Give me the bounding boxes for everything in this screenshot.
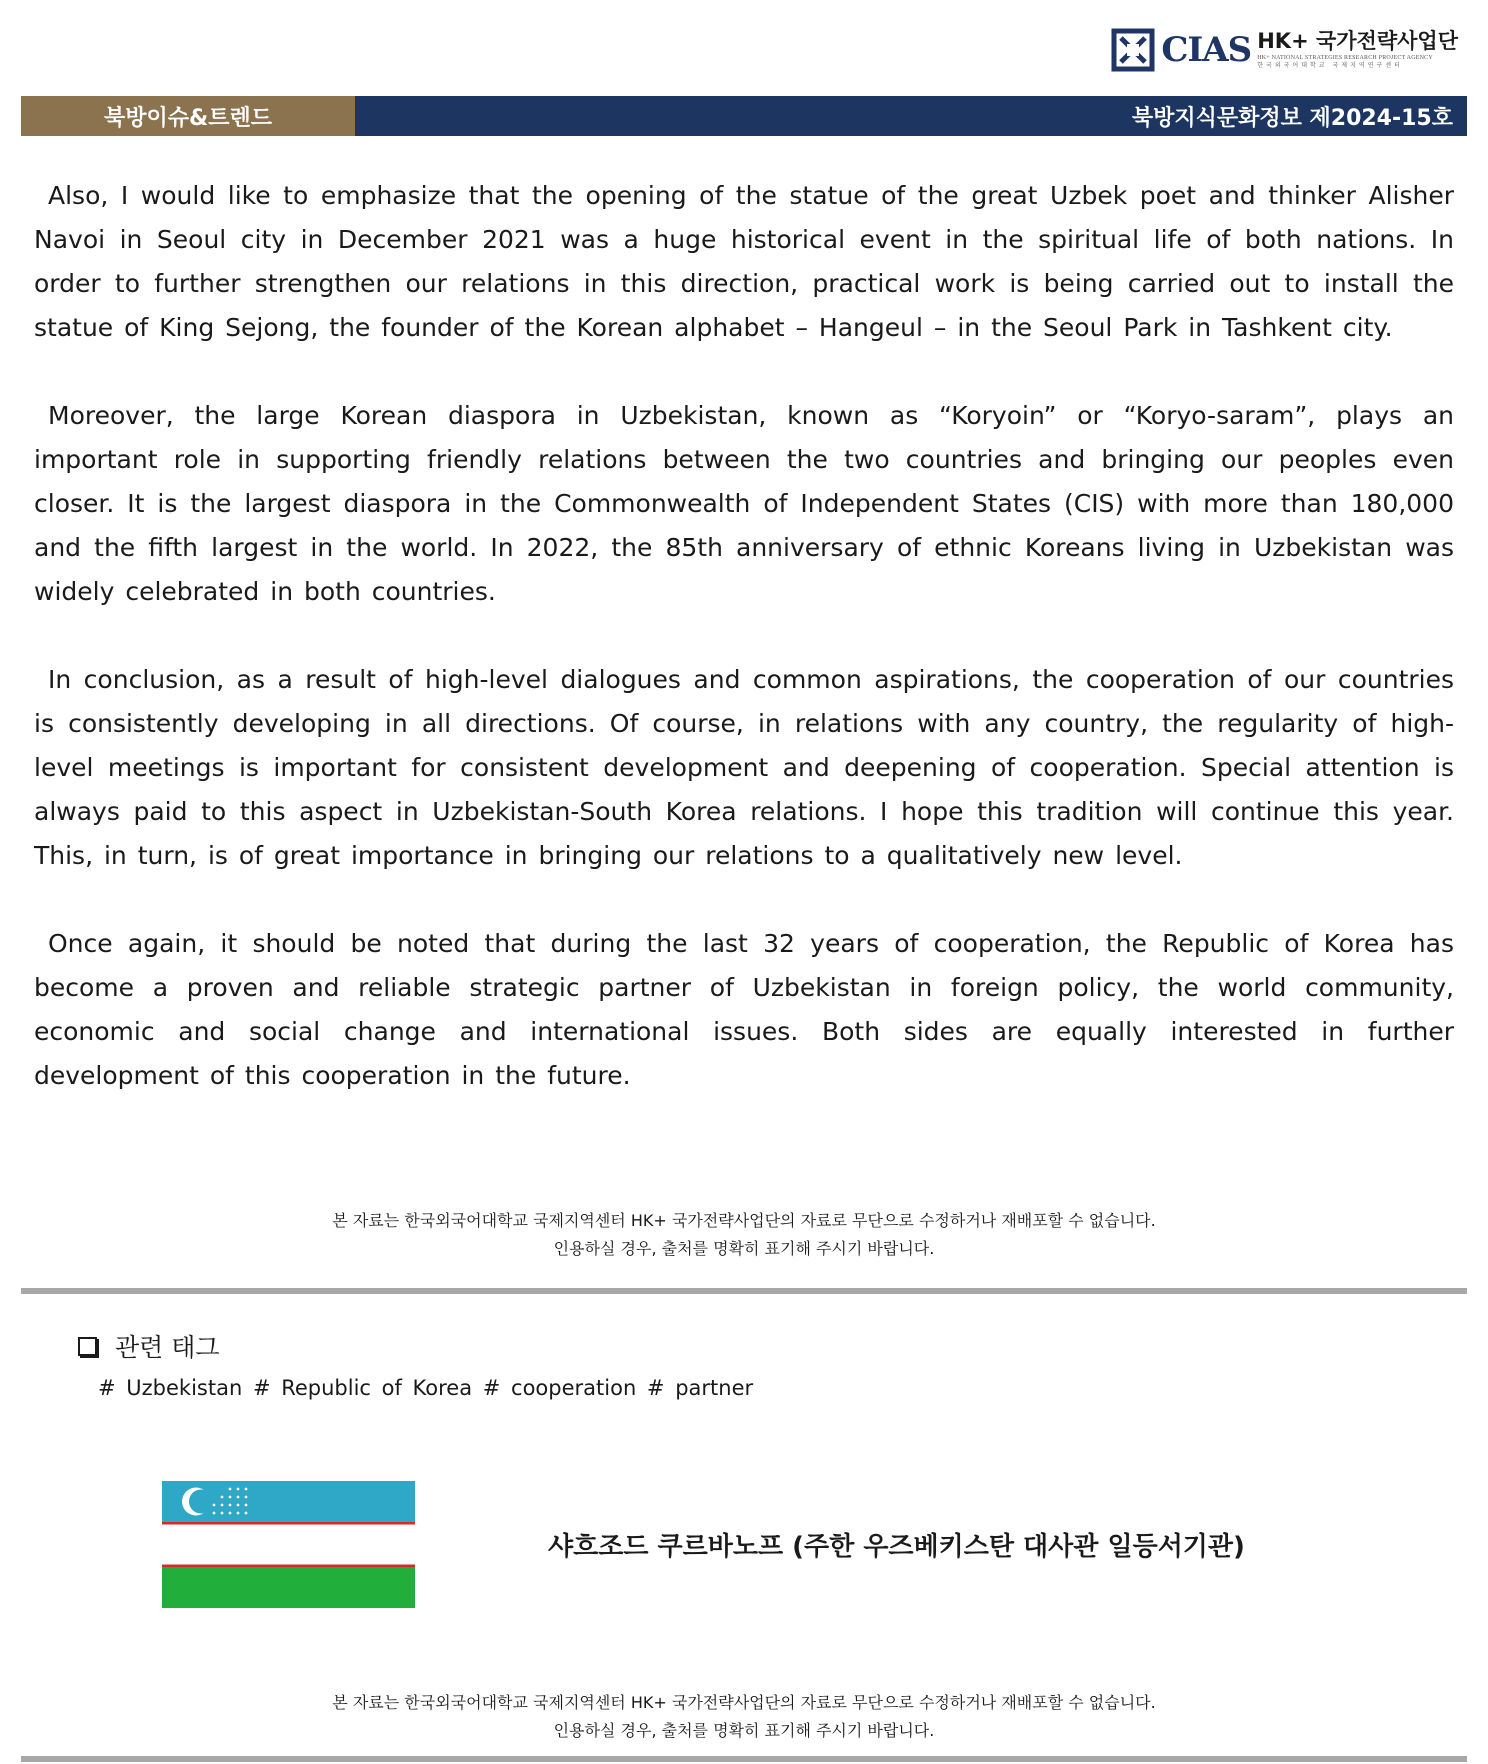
uzbekistan-flag-icon: [162, 1481, 415, 1608]
cias-emblem-icon: [1111, 28, 1155, 72]
copyright-notice: [0, 1207, 1488, 1263]
article-body: [34, 174, 1454, 1142]
banner-issue-label: 북방지식문화정보 제2024-15호: [355, 96, 1467, 136]
related-tags-title: 관련 태그: [115, 1333, 220, 1362]
logo-cias-text: CIAS: [1161, 30, 1252, 70]
header-banner: [21, 96, 1467, 136]
copyright-notice-line2: 인용하실 경우, 출처를 명확히 표기해 주시기 바랍니다.: [553, 1239, 935, 1258]
logo-ko-subtitle: 한국외국어대학교 국제지역연구센터: [1257, 62, 1403, 69]
logo-hk-title: HK+ 국가전략사업단: [1257, 29, 1458, 53]
section-divider: [21, 1288, 1467, 1294]
article-paragraph: Also, I would like to emphasize that the opening of the statue of the great Uzbek poet and thinker Alisher Navoi in Seoul city in December 2021 was a huge historical event in the spiritual life of both nations. In order to further strengthen our relations in this direction, practical work is being carried out to install the statue of King Sejong, the founder of the Korean alphabet – Hangeul – in the Seoul Park in Tashkent city.: [34, 181, 1454, 342]
copyright-notice-line1: 본 자료는 한국외국어대학교 국제지역센터 HK+ 국가전략사업단의 자료로 무단으로 수정하거나 재배포할 수 없습니다.: [332, 1211, 1156, 1230]
banner-section-label: 북방이슈&트렌드: [21, 96, 355, 136]
article-paragraph: In conclusion, as a result of high-level dialogues and common aspirations, the cooperation of our countries is consistently developing in all directions. Of course, in relations with any country, the regularity of high-level meetings is important for consistent development and deepening of cooperation. Special attention is always paid to this aspect in Uzbekistan-South Korea relations. I hope this tradition will continue this year. This, in turn, is of great importance in bringing our relations to a qualitatively new level.: [34, 665, 1454, 870]
related-tags-list: # Uzbekistan # Republic of Korea # cooperation # partner: [98, 1376, 754, 1400]
logo-en-subtitle: HK+ NATIONAL STRATEGIES RESEARCH PROJECT AGENCY: [1257, 55, 1433, 61]
article-paragraph: Once again, it should be noted that during the last 32 years of cooperation, the Republic of Korea has become a proven and reliable strategic partner of Uzbekistan in foreign policy, the world community, economic and social change and international issues. Both sides are equally interested in further development of this cooperation in the future.: [34, 929, 1454, 1090]
copyright-notice-line1: 본 자료는 한국외국어대학교 국제지역센터 HK+ 국가전략사업단의 자료로 무단으로 수정하거나 재배포할 수 없습니다.: [332, 1693, 1156, 1712]
header-logo: [1111, 28, 1458, 72]
copyright-notice-footer: [0, 1689, 1488, 1745]
checkbox-bullet-icon: [78, 1337, 97, 1356]
author-name: 샤흐조드 쿠르바노프 (주한 우즈베키스탄 대사관 일등서기관): [548, 1532, 1245, 1562]
article-paragraph: Moreover, the large Korean diaspora in Uzbekistan, known as “Koryoin” or “Koryo-saram”, plays an important role in supporting friendly relations between the two countries and bringing our peoples even closer. It is the largest diaspora in the Commonwealth of Independent States (CIS) with more than 180,000 and the fifth largest in the world. In 2022, the 85th anniversary of ethnic Koreans living in Uzbekistan was widely celebrated in both countries.: [34, 401, 1454, 606]
logo-text-block: [1257, 31, 1458, 69]
footer-divider: [21, 1756, 1467, 1762]
copyright-notice-line2: 인용하실 경우, 출처를 명확히 표기해 주시기 바랍니다.: [553, 1721, 935, 1740]
related-tags-heading: [78, 1328, 220, 1364]
